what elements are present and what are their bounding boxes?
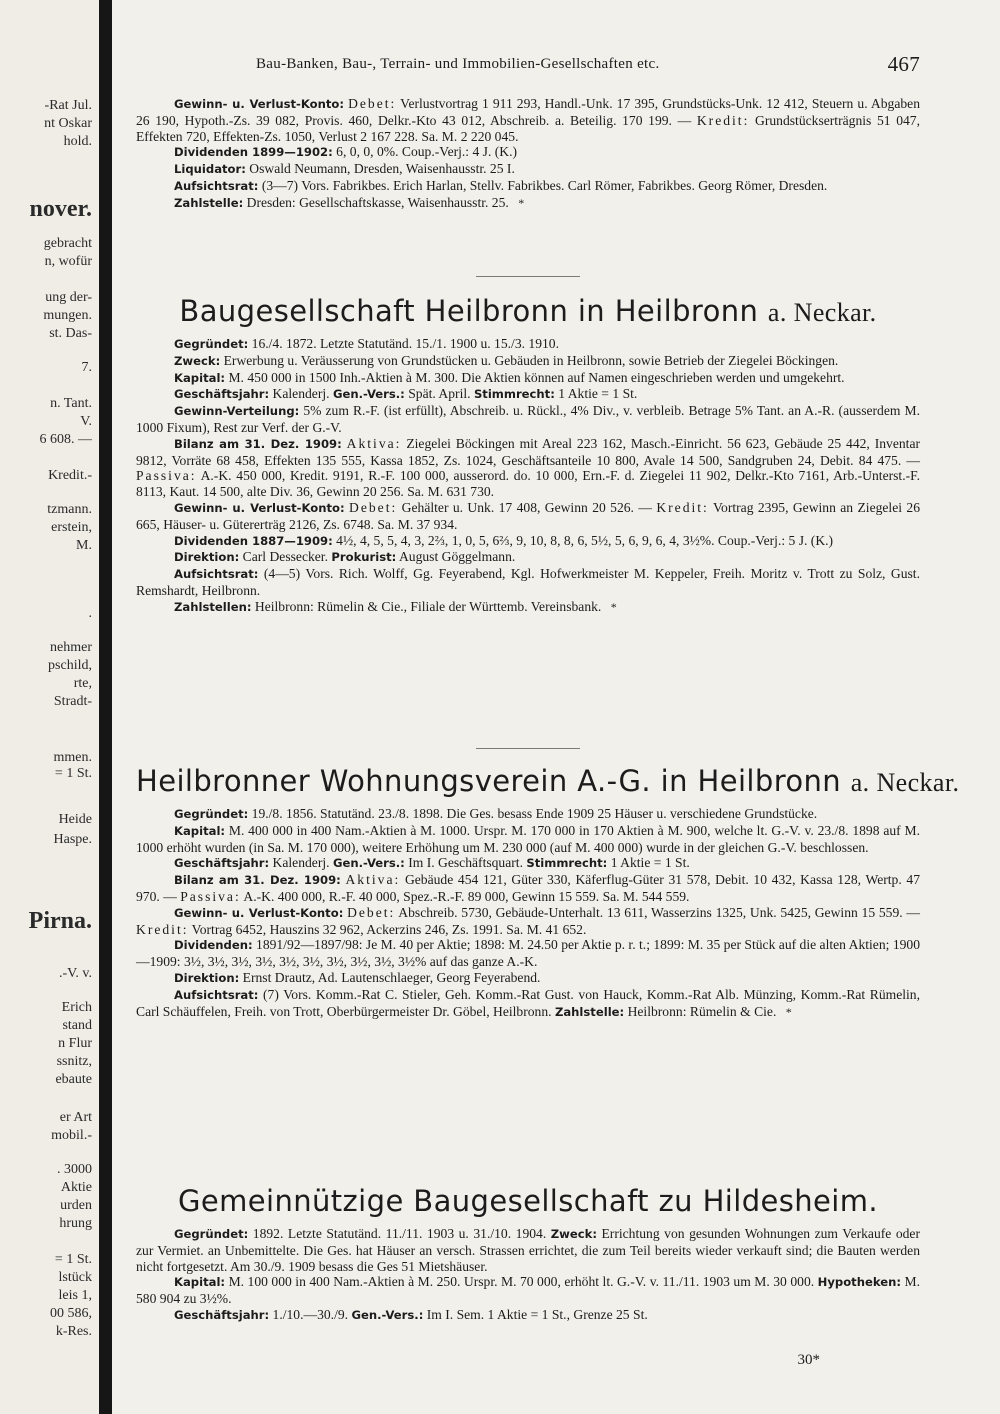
margin-fragment: rte, xyxy=(73,676,92,691)
book-gutter xyxy=(99,0,112,1414)
margin-fragment: n. Tant. xyxy=(50,396,92,411)
margin-fragment: k-Res. xyxy=(55,1324,92,1339)
margin-fragment: n, wofür xyxy=(44,254,92,269)
margin-fragment: 7. xyxy=(81,360,92,375)
margin-fragment: Stradt- xyxy=(53,694,92,709)
entry-zahlstelle: Zahlstelle: Dresden: Gesellschaftskasse, Waisenhausstr. 25. * xyxy=(174,194,525,210)
margin-fragment: hold. xyxy=(63,134,92,149)
company-title: Heilbronner Wohnungsverein A.-G. in Heilbronn a. Neckar. xyxy=(136,764,960,798)
entry-aufsichtsrat: Aufsichtsrat: (7) Vors. Komm.-Rat C. Stieler, Geh. Komm.-Rat Gust. von Hauck, Komm.-Rat Alb. Münzing, Komm.-Rat Rümelin, Carl Schäuffelen, Freih. von Trott, Oberbürgermeister Dr. Göbel, Heilbronn. Zahlstelle: Heilbronn: Rümelin & Cie. * xyxy=(136,986,921,1019)
entry-direktion: Direktion: Ernst Drautz, Ad. Lautenschlaeger, Georg Feyerabend. xyxy=(174,969,541,985)
entry-gewinn-verlust: Gewinn- u. Verlust-Konto: Debet: Gehälter u. Unk. 17 408, Gewinn 20 526. — Kredit: Vortrag 2395, Gewinn an Ziegelei 26 665, Häuser- u. Gütererträg 2126, Zs. 6748. Sa. M. 37 934. xyxy=(136,499,920,532)
entry-gewinn-verlust: Gewinn- u. Verlust-Konto: Debet: Verlustvortrag 1 911 293, Handl.-Unk. 17 395, Grundstücks-Unk. 12 412, Steuern u. Abgaben 26 190, Hypoth.-Zs. 39 082, Provis. 460, Delkr.-Kto 43 012, Abschreib. a. Beteilig. 170 199. — Kredit: Grundstückserträgnis 51 047, Effekten 720, Effekten-Zs. 1050, Verlust 2 167 228. Sa. M. 2 220 045. xyxy=(136,96,920,144)
margin-fragment: tzmann. xyxy=(47,502,92,517)
entry-gegruendet: Gegründet: 16./4. 1872. Letzte Statutänd. 15./1. 1900 u. 15./3. 1910. xyxy=(174,336,559,351)
left-page-margin-fragments xyxy=(0,0,98,1414)
running-head xyxy=(136,52,920,76)
margin-fragment: pschild, xyxy=(48,658,92,673)
company-gemeinnuetzige-baugesellschaft-hildesheim xyxy=(136,1184,920,1324)
margin-fragment: -Rat Jul. xyxy=(44,98,92,113)
margin-fragment: V. xyxy=(80,414,92,429)
margin-fragment: nehmer xyxy=(50,640,92,655)
margin-fragment: hrung xyxy=(59,1216,92,1231)
margin-fragment: .-V. v. xyxy=(58,966,92,981)
entry-gewinn-verlust: Gewinn- u. Verlust-Konto: Debet: Abschreib. 5730, Gebäude-Unterhalt. 13 611, Wasserzins 1325, Unk. 5425, Gewinn 15 559. — Kredit: Vortrag 6452, Hauszins 32 962, Ackerzins 246, Zs. 1991. Sa. M. 41 652. xyxy=(136,904,920,937)
margin-fragment: lstück xyxy=(58,1270,92,1285)
margin-fragment: Aktie xyxy=(60,1180,92,1195)
margin-fragment: stand xyxy=(62,1018,92,1033)
previous-entry-continuation xyxy=(136,96,920,212)
signature-mark: 30* xyxy=(797,1352,820,1368)
entry-liquidator: Liquidator: Oswald Neumann, Dresden, Waisenhausstr. 25 I. xyxy=(174,161,515,177)
margin-fragment: ung der- xyxy=(45,290,92,305)
margin-fragment: st. Das- xyxy=(49,326,92,341)
entry-geschaeftsjahr: Geschäftsjahr: Kalenderj. Gen.-Vers.: Im I. Geschäftsquart. Stimmrecht: 1 Aktie = 1 St. xyxy=(174,855,690,871)
margin-fragment: M. xyxy=(76,538,92,553)
margin-fragment: leis 1, xyxy=(58,1288,92,1303)
margin-fragment: Erich xyxy=(61,1000,92,1015)
entry-geschaeftsjahr: Geschäftsjahr: Kalenderj. Gen.-Vers.: Spät. April. Stimmrecht: 1 Aktie = 1 St. xyxy=(174,386,638,402)
margin-fragment: . 3000 xyxy=(57,1162,92,1177)
company-heilbronner-wohnungsverein xyxy=(136,764,960,1020)
margin-fragment: 00 586, xyxy=(50,1306,92,1321)
page-number: 467 xyxy=(887,52,920,76)
entry-aufsichtsrat: Aufsichtsrat: (3—7) Vors. Fabrikbes. Erich Harlan, Stellv. Fabrikbes. Carl Römer, Fabrikbes. Georg Römer, Dresden. xyxy=(174,177,828,193)
entry-aufsichtsrat: Aufsichtsrat: (4—5) Vors. Rich. Wolff, Gg. Feyerabend, Kgl. Hofwerkmeister M. Keppeler, Freih. Moritz v. Trott zu Solz, Gust. Remshardt, Heilbronn. xyxy=(136,566,920,598)
separator-rule xyxy=(476,748,580,749)
margin-fragment: er Art xyxy=(59,1110,92,1125)
entry-gegruendet: Gegründet: 1892. Letzte Statutänd. 11./11. 1903 u. 31./10. 1904. Zweck: Errichtung von gesunden Wohnungen zum Verkaufe oder zur Vermiet. an Unbemittelte. Die Ges. hat Häuser an versch. Strassen errichtet, die zum Teil bereits wieder verkauft sind; die Bauten werden nicht fortgesetzt. Am 30./9. 1909 besass die Ges 51 Mietshäuser. xyxy=(136,1226,920,1274)
margin-fragment: = 1 St. xyxy=(54,1252,92,1267)
company-title: Baugesellschaft Heilbronn in Heilbronn a. Neckar. xyxy=(179,294,877,328)
margin-fragment: ebaute xyxy=(55,1072,92,1087)
margin-fragment: mungen. xyxy=(43,308,92,323)
entry-zahlstellen: Zahlstellen: Heilbronn: Rümelin & Cie., Filiale der Württemb. Vereinsbank. * xyxy=(174,598,617,614)
margin-fragment: mmen. xyxy=(53,750,92,765)
running-head-title: Bau-Banken, Bau-, Terrain- und Immobilien-Gesellschaften etc. xyxy=(256,56,660,72)
entry-kapital: Kapital: M. 450 000 in 1500 Inh.-Aktien à M. 300. Die Aktien können auf Namen eingeschrieben werden und umgekehrt. xyxy=(174,369,845,385)
margin-fragment: n Flur xyxy=(58,1036,92,1051)
entry-direktion: Direktion: Carl Dessecker. Prokurist: August Göggelmann. xyxy=(174,549,516,565)
entry-kapital: Kapital: M. 100 000 in 400 Nam.-Aktien à M. 250. Urspr. M. 70 000, erhöht lt. G.-V. v. 11./11. 1903 um M. 30 000. Hypotheken: M. 580 904 zu 3½%. xyxy=(136,1274,920,1307)
margin-fragment: = 1 St. xyxy=(54,766,92,781)
margin-fragment: 6 608. — xyxy=(39,432,92,447)
entry-dividenden: Dividenden 1887—1909: 4½, 4, 5, 5, 4, 3, 2⅔, 1, 0, 5, 6⅔, 9, 10, 8, 8, 6, 5½, 5, 6, 9, 6, 4, 3½%. Coup.-Verj.: 5 J. (K.) xyxy=(174,532,834,548)
margin-fragment: nover. xyxy=(29,196,92,222)
entry-zweck: Zweck: Erwerbung u. Veräusserung von Grundstücken u. Gebäuden in Heilbronn, sowie Betrieb der Ziegelei Böckingen. xyxy=(174,352,839,368)
entry-bilanz: Bilanz am 31. Dez. 1909: Aktiva: Ziegelei Böckingen mit Areal 223 162, Masch.-Einricht. 56 623, Gebäude 25 442, Inventar 9812, Vorräte 68 458, Effekten 135 555, Kassa 1852, Zs. 1024, Geschäftsanteile 10 800, Avale 14 500, Sandgruben 24, Debit. 84 475. — Passiva: A.-K. 450 000, Kredit. 9191, R.-F. 100 000, ausserord. do. 10 000, Ern.-F. d. Ziegelei 11 902, Delkr.-Kto 7161, Arb.-Unterst.-F. 8113, Kaut. 14 500, alte Div. 36, Gewinn 20 256. Sa. M. 631 730. xyxy=(136,435,921,500)
margin-fragment: . xyxy=(88,606,92,621)
company-title: Gemeinnützige Baugesellschaft zu Hildesheim. xyxy=(177,1184,879,1218)
margin-fragment: Kredit.- xyxy=(48,468,92,483)
entry-gegruendet: Gegründet: 19./8. 1856. Statutänd. 23./8. 1898. Die Ges. besass Ende 1909 25 Häuser u. verschiedene Grundstücke. xyxy=(174,806,818,821)
entry-kapital: Kapital: M. 400 000 in 400 Nam.-Aktien à M. 1000. Urspr. M. 170 000 in 170 Aktien à M. 900, welche lt. G.-V. v. 23./8. 1898 auf M. 1000 erhöht wurden (in Sa. M. 170 000), weitere Erhöhung um M. 230 000 (auf M. 400 000) wurde in der gleichen G.-V. beschlossen. xyxy=(136,822,920,855)
margin-fragment: gebracht xyxy=(43,236,92,251)
separator-rule xyxy=(476,276,580,277)
page-content xyxy=(136,0,960,1414)
company-baugesellschaft-heilbronn xyxy=(136,294,920,616)
entry-dividenden: Dividenden 1899—1902: 6, 0, 0, 0%. Coup.-Verj.: 4 J. (K.) xyxy=(174,144,518,160)
entry-bilanz: Bilanz am 31. Dez. 1909: Aktiva: Gebäude 454 121, Güter 330, Käferflug-Güter 31 578, Debit. 10 432, Kassa 128, Wertp. 47 970. — Passiva: A.-K. 400 000, R.-F. 40 000, Spez.-R.-F. 89 000, Gewinn 15 559. Sa. M. 544 559. xyxy=(136,872,921,904)
margin-fragment: urden xyxy=(60,1198,92,1213)
margin-fragment: ssnitz, xyxy=(56,1054,92,1069)
margin-fragment: Heide xyxy=(58,812,92,827)
entry-gewinn-verteilung: Gewinn-Verteilung: 5% zum R.-F. (ist erfüllt), Abschreib. u. Rückl., 4% Div., v. verbleib. Betrage 5% Tant. an A.-R. (ausserdem M. 1000 Fixum), Rest zur Verf. der G.-V. xyxy=(136,403,920,435)
margin-fragment: nt Oskar xyxy=(44,116,92,131)
margin-fragment: Pirna. xyxy=(28,908,92,934)
entry-geschaeftsjahr: Geschäftsjahr: 1./10.—30./9. Gen.-Vers.: Im I. Sem. 1 Aktie = 1 St., Grenze 25 St. xyxy=(174,1306,648,1322)
entry-dividenden: Dividenden: 1891/92—1897/98: Je M. 40 per Aktie; 1898: M. 24.50 per Aktie p. r. t.; 1899: M. 35 per Stück auf die alten Aktien; 1900—1909: 3½, 3½, 3½, 3½, 3½, 3½, 3½, 3½, 3½, 3½% auf das ganze A.-K. xyxy=(136,937,921,970)
margin-fragment: erstein, xyxy=(51,520,92,535)
margin-fragment: Haspe. xyxy=(53,832,92,847)
margin-fragment: mobil.- xyxy=(51,1128,92,1143)
